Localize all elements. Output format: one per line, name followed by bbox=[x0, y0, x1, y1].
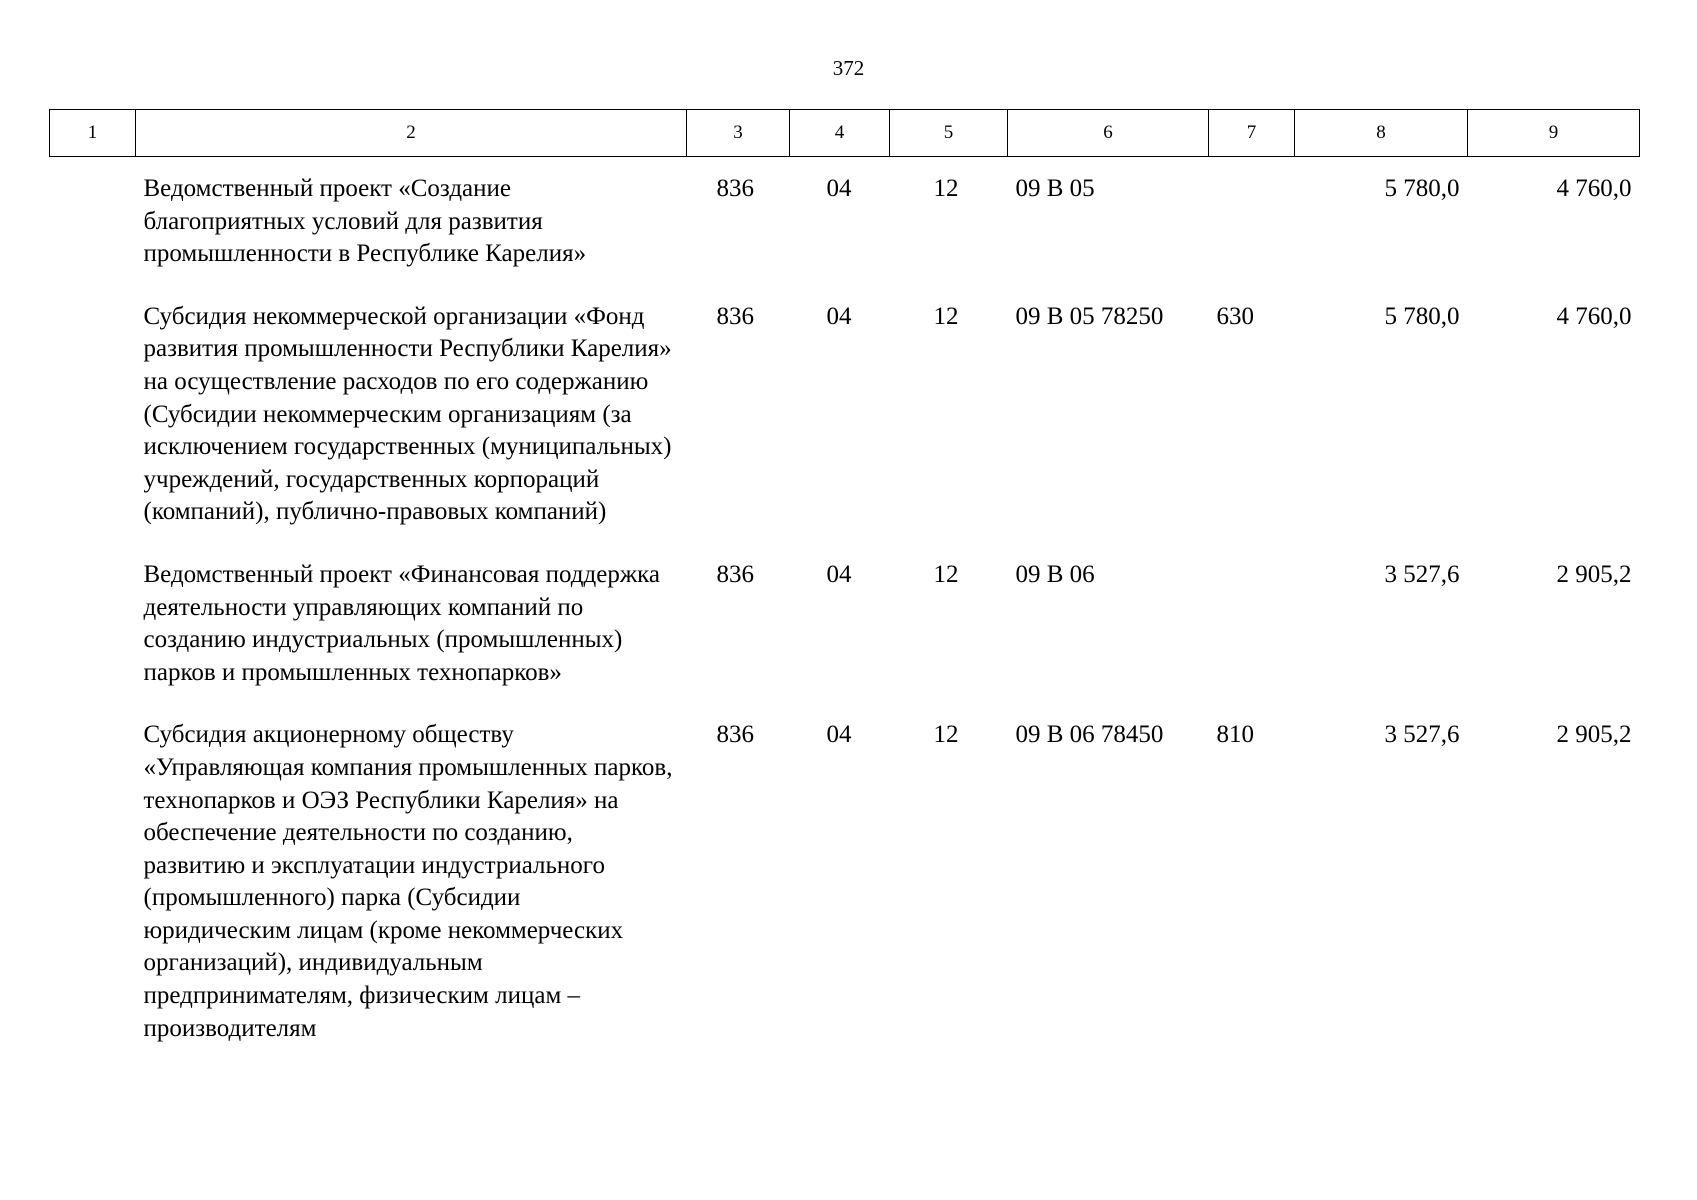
amount-1-cell: 3 527,6 bbox=[1384, 560, 1460, 588]
section-code-cell: 04 bbox=[826, 560, 852, 588]
amount-1-cell: 5 780,0 bbox=[1384, 302, 1460, 330]
amount-2-cell: 4 760,0 bbox=[1556, 302, 1632, 330]
target-article-cell: 09 В 05 bbox=[1015, 175, 1095, 202]
column-numbers-row bbox=[50, 110, 1640, 157]
subsection-code-cell: 12 bbox=[933, 302, 959, 330]
section-code-cell: 04 bbox=[826, 302, 852, 330]
ministry-code-cell: 836 bbox=[716, 302, 754, 330]
ministry-code-cell: 836 bbox=[716, 175, 754, 202]
expense-type-cell bbox=[1209, 543, 1295, 703]
description-cell: Ведомственный проект «Создание благоприятных условий для развития промышленности в Республике Карелия» bbox=[143, 175, 587, 268]
target-article-cell: 09 В 06 bbox=[1015, 560, 1095, 588]
amount-2-cell: 4 760,0 bbox=[1556, 175, 1632, 202]
subsection-code-cell: 12 bbox=[933, 721, 959, 749]
amount-1-cell: 3 527,6 bbox=[1384, 721, 1460, 749]
budget-table bbox=[49, 109, 1640, 1059]
row-index-cell bbox=[50, 285, 136, 543]
page-number: 372 bbox=[832, 56, 865, 80]
column-header: 7 bbox=[1209, 110, 1295, 157]
column-header: 4 bbox=[790, 110, 890, 157]
subsection-code-cell: 12 bbox=[933, 175, 959, 202]
row-index-cell bbox=[50, 157, 136, 285]
target-article-cell: 09 В 05 78250 bbox=[1015, 302, 1164, 330]
row-index-cell bbox=[50, 703, 136, 1059]
ministry-code-cell: 836 bbox=[716, 560, 754, 588]
column-header: 6 bbox=[1008, 110, 1209, 157]
column-header: 9 bbox=[1468, 110, 1640, 157]
row-index-cell bbox=[50, 543, 136, 703]
table-row bbox=[50, 703, 1640, 1059]
section-code-cell: 04 bbox=[826, 721, 852, 749]
column-header: 1 bbox=[50, 110, 136, 157]
expense-type-cell: 630 bbox=[1216, 302, 1254, 330]
description-cell: Субсидия некоммерческой организации «Фонд развития промышленности Республики Карелия» на осуществление расходов по его содержанию (Субсидии некоммерческим организациям (за исключением государственных (муниципальных) учреждений, государственных корпораций (компаний), публично-правовых компаний) bbox=[143, 302, 672, 526]
table-row bbox=[50, 285, 1640, 543]
target-article-cell: 09 В 06 78450 bbox=[1015, 721, 1164, 749]
column-header: 5 bbox=[890, 110, 1008, 157]
table-row bbox=[50, 543, 1640, 703]
amount-2-cell: 2 905,2 bbox=[1556, 560, 1632, 588]
column-header: 8 bbox=[1295, 110, 1468, 157]
table-row bbox=[50, 157, 1640, 285]
expense-type-cell: 810 bbox=[1216, 721, 1254, 749]
table-body bbox=[50, 157, 1640, 1060]
table-header bbox=[50, 110, 1640, 157]
amount-1-cell: 5 780,0 bbox=[1384, 175, 1460, 202]
expense-type-cell bbox=[1209, 157, 1295, 285]
column-header: 3 bbox=[687, 110, 790, 157]
subsection-code-cell: 12 bbox=[933, 560, 959, 588]
amount-2-cell: 2 905,2 bbox=[1556, 721, 1632, 749]
description-cell: Субсидия акционерному обществу «Управляющая компания промышленных парков, технопарков и ОЭЗ Республики Карелия» на обеспечение деятельности по созданию, развитию и эксплуатации индустриального (промышленного) парка (Субсидии юридическим лицам (кроме некоммерческих организаций), индивидуальным предпринимателям, физическим лицам – производителям bbox=[143, 721, 673, 1042]
section-code-cell: 04 bbox=[826, 175, 852, 202]
ministry-code-cell: 836 bbox=[716, 721, 754, 749]
description-cell: Ведомственный проект «Финансовая поддержка деятельности управляющих компаний по созданию индустриальных (промышленных) парков и промышленных технопарков» bbox=[143, 560, 660, 686]
column-header: 2 bbox=[136, 110, 687, 157]
